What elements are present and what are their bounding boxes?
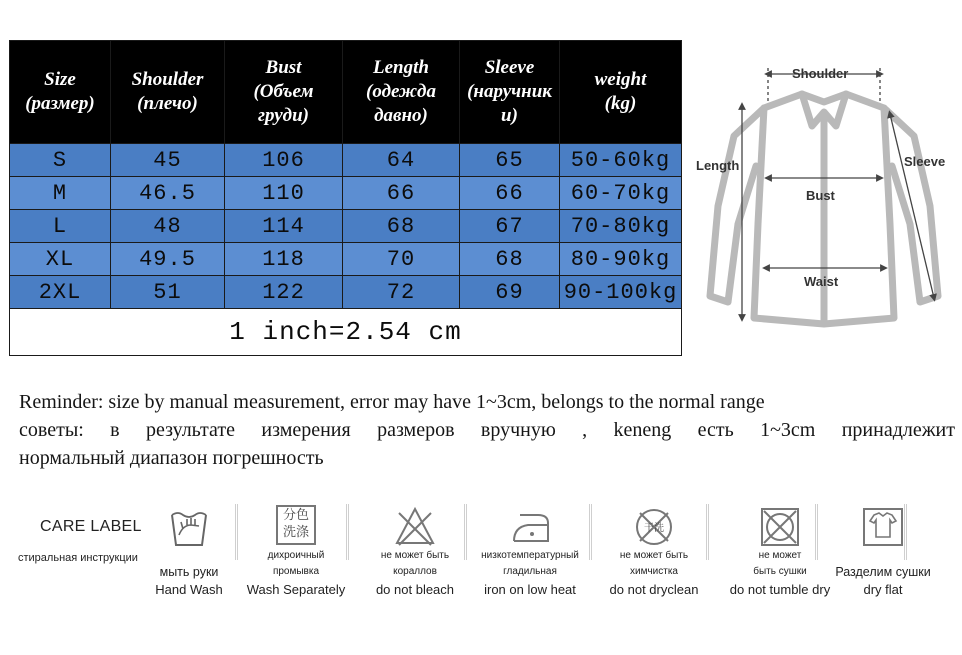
length-label: Length [696, 158, 740, 173]
table-row [10, 144, 682, 177]
cell-bust: 106 [225, 144, 343, 177]
care-ru-label: гладильная [503, 566, 557, 577]
cell-sleeve: 65 [460, 144, 560, 177]
cell-bust: 110 [225, 177, 343, 210]
cell-bust: 122 [225, 276, 343, 309]
waist-label: Waist [804, 274, 839, 289]
care-item-no-dryclean [589, 505, 719, 599]
cell-weight: 50-60kg [560, 144, 682, 177]
care-ru-label: низкотемпературный [481, 550, 579, 561]
table-row [10, 276, 682, 309]
cell-size: XL [10, 243, 111, 276]
care-en-label: do not dryclean [609, 582, 699, 597]
care-en-label: do not tumble dry [729, 582, 831, 597]
care-item-iron-low-heat [465, 505, 595, 599]
care-ru-label: быть сушки [753, 566, 807, 577]
cell-bust: 118 [225, 243, 343, 276]
cell-size: S [10, 144, 111, 177]
reminder-russian-line-1: советы: в результате измерения размеров вручную , keneng есть 1~3cm принадлежит [19, 419, 955, 441]
cell-weight: 70-80kg [560, 210, 682, 243]
table-row [10, 210, 682, 243]
svg-text:干洗: 干洗 [644, 523, 664, 534]
shirt-measurement-diagram [694, 56, 954, 336]
table-row [10, 243, 682, 276]
care-en-label: dry flat [863, 582, 903, 597]
care-item-dry-flat [818, 505, 948, 599]
care-ru-label: не может [758, 550, 802, 561]
care-en-label: iron on low heat [484, 582, 576, 597]
bust-label: Bust [806, 188, 835, 203]
care-item-no-bleach [350, 505, 480, 599]
care-ru-label: не может быть [619, 550, 689, 561]
shoulder-label: Shoulder [792, 66, 849, 81]
header-length: Length (одежда давно) [343, 41, 460, 144]
cell-weight: 80-90kg [560, 243, 682, 276]
cell-length: 68 [343, 210, 460, 243]
care-ru-label: химчистка [630, 566, 678, 577]
care-ru-label: мыть руки [159, 565, 219, 579]
header-sleeve: Sleeve (наручник и) [460, 41, 560, 144]
size-reminder [19, 388, 955, 472]
cell-length: 64 [343, 144, 460, 177]
iron-low-heat-icon [506, 505, 554, 549]
cell-length: 70 [343, 243, 460, 276]
inch-conversion-note: 1 inch=2.54 cm [10, 309, 682, 356]
cell-shoulder: 45 [111, 144, 225, 177]
cell-bust: 114 [225, 210, 343, 243]
care-ru-label: дихроичный [267, 550, 325, 561]
no-dryclean-icon [632, 505, 676, 549]
care-en-label: Wash Separately [246, 582, 346, 597]
no-bleach-icon [393, 505, 437, 549]
reminder-russian-line-2: нормальный диапазон погрешность [19, 447, 324, 469]
care-ru-label: кораллов [393, 566, 437, 577]
cell-length: 72 [343, 276, 460, 309]
cell-weight: 60-70kg [560, 177, 682, 210]
cell-sleeve: 69 [460, 276, 560, 309]
care-en-label: Hand Wash [155, 582, 223, 597]
reminder-english: Reminder: size by manual measurement, error may have 1~3cm, belongs to the normal range [19, 391, 765, 413]
care-label-subtitle: стиральная инструкции [18, 552, 138, 564]
cell-shoulder: 46.5 [111, 177, 225, 210]
no-tumble-dry-icon [758, 505, 802, 549]
cell-sleeve: 67 [460, 210, 560, 243]
cell-size: 2XL [10, 276, 111, 309]
size-chart-table [9, 40, 682, 356]
header-size: Size (размер) [10, 41, 111, 144]
cell-shoulder: 49.5 [111, 243, 225, 276]
care-label-title: CARE LABEL [40, 518, 142, 535]
care-en-label: do not bleach [375, 582, 455, 597]
care-ru-label: не может быть [380, 550, 450, 561]
cell-size: M [10, 177, 111, 210]
sleeve-label: Sleeve [904, 154, 946, 169]
care-ru-label: промывка [272, 566, 320, 577]
cell-shoulder: 51 [111, 276, 225, 309]
care-item-wash-separately [231, 505, 361, 599]
dry-flat-icon [860, 505, 906, 549]
cell-sleeve: 68 [460, 243, 560, 276]
header-weight: weight (kg) [560, 41, 682, 144]
cell-length: 66 [343, 177, 460, 210]
care-ru-label: Разделим сушки [835, 565, 931, 579]
table-header-row [10, 41, 682, 144]
header-shoulder: Shoulder (плечо) [111, 41, 225, 144]
cell-weight: 90-100kg [560, 276, 682, 309]
cell-shoulder: 48 [111, 210, 225, 243]
cell-size: L [10, 210, 111, 243]
hand-wash-icon [169, 505, 209, 549]
wash-separately-icon: 分色 洗涤 [276, 505, 316, 545]
table-row [10, 177, 682, 210]
header-bust: Bust (Объем груди) [225, 41, 343, 144]
table-note-row [10, 309, 682, 356]
cell-sleeve: 66 [460, 177, 560, 210]
